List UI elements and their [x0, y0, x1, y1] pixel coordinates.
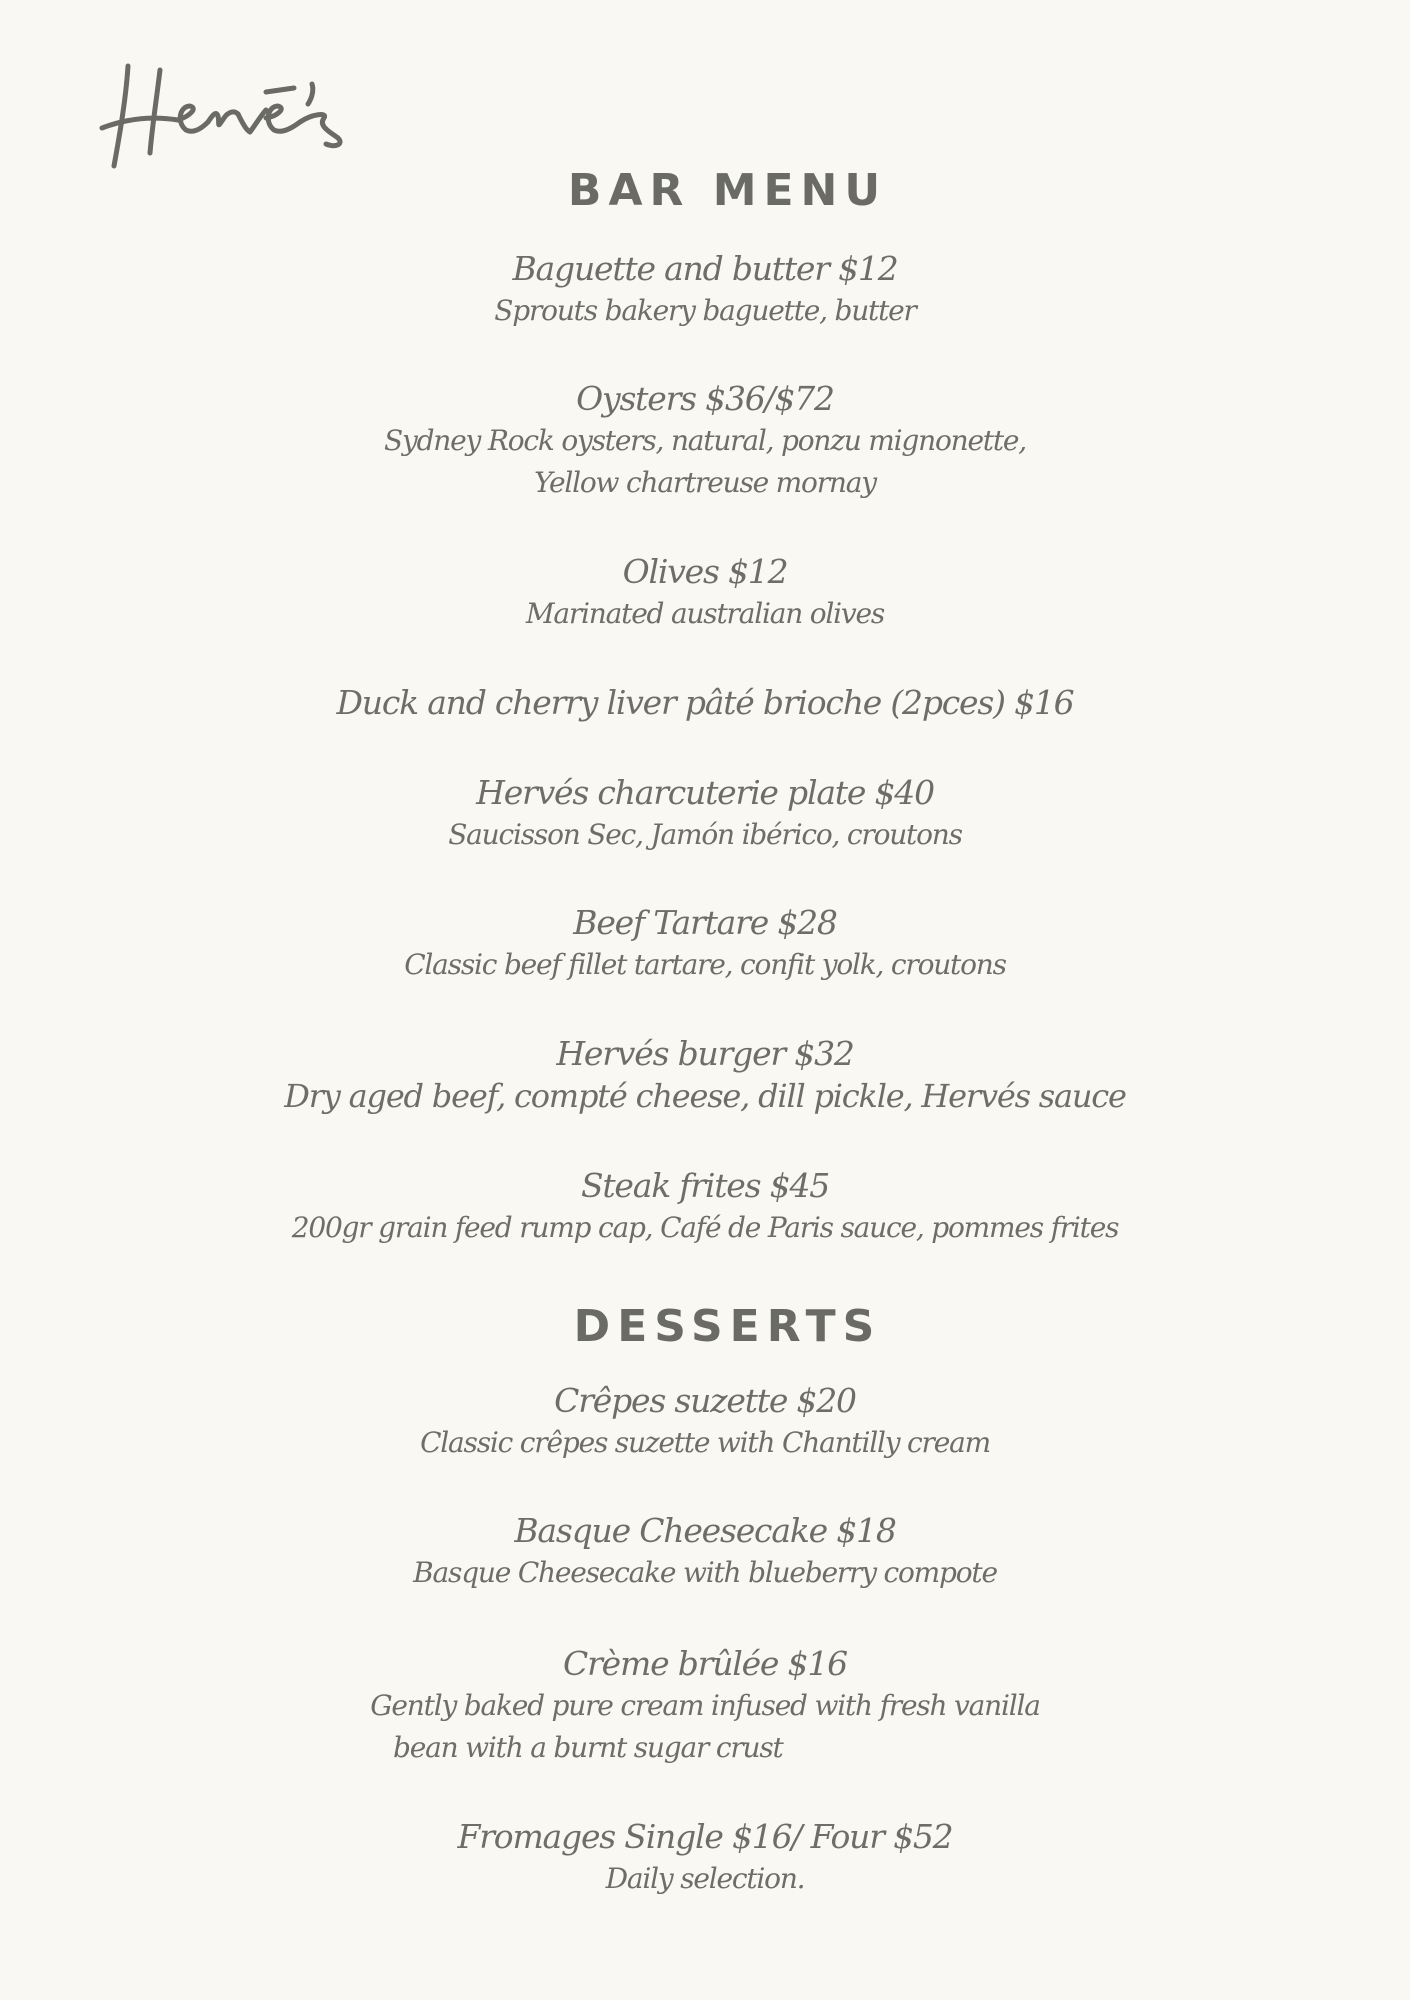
- menu-item: [0, 551, 1410, 635]
- item-description: Classic beef fillet tartare, confit yolk, croutons: [404, 948, 1006, 981]
- menu-item: [0, 1033, 1410, 1117]
- item-description: Dry aged beef, compté cheese, dill pickle, Hervés sauce: [284, 1077, 1126, 1115]
- item-description: Classic crêpes suzette with Chantilly cream: [420, 1426, 990, 1459]
- item-name: Basque Cheesecake $18: [514, 1511, 896, 1550]
- menu-item: [0, 1643, 1410, 1769]
- menu-item: [0, 1165, 1410, 1249]
- herves-logo: [98, 58, 398, 173]
- item-description: Daily selection.: [605, 1862, 805, 1895]
- item-description: Marinated australian olives: [525, 597, 885, 630]
- menu-item: [0, 1510, 1410, 1594]
- item-description: 200gr grain feed rump cap, Café de Paris sauce, pommes frites: [291, 1211, 1119, 1244]
- item-description: Saucisson Sec, Jamón ibérico, croutons: [448, 818, 962, 851]
- item-description: Basque Cheesecake with blueberry compote: [413, 1556, 997, 1589]
- item-name: Oysters $36/$72: [576, 379, 834, 418]
- item-description: Sydney Rock oysters, natural, ponzu mignonette,: [383, 424, 1026, 457]
- item-name: Hervés burger $32: [556, 1034, 854, 1073]
- menu-item: [0, 378, 1410, 504]
- item-name: Baguette and butter $12: [512, 249, 898, 288]
- menu-item: [0, 902, 1410, 986]
- item-description: Sprouts bakery baguette, butter: [494, 294, 916, 327]
- bar-menu-heading: BAR MENU: [567, 165, 888, 216]
- menu-item: [0, 682, 1410, 724]
- item-description: bean with a burnt sugar crust: [393, 1731, 783, 1764]
- desserts-heading: DESSERTS: [573, 1301, 882, 1352]
- item-description: Yellow chartreuse mornay: [534, 466, 876, 499]
- item-name: Duck and cherry liver pâté brioche (2pces) $16: [336, 683, 1074, 722]
- item-name: Hervés charcuterie plate $40: [476, 773, 934, 812]
- menu-item: [0, 1380, 1410, 1464]
- menu-item: [0, 1816, 1410, 1900]
- item-name: Fromages Single $16/ Four $52: [457, 1817, 953, 1856]
- menu-item: [0, 772, 1410, 856]
- item-name: Crêpes suzette $20: [554, 1381, 856, 1420]
- item-name: Crème brûlée $16: [563, 1644, 847, 1683]
- item-name: Beef Tartare $28: [573, 903, 837, 942]
- item-description: Gently baked pure cream infused with fresh vanilla: [370, 1689, 1040, 1722]
- item-name: Olives $12: [622, 552, 788, 591]
- menu-item: [0, 248, 1410, 332]
- item-name: Steak frites $45: [580, 1166, 830, 1205]
